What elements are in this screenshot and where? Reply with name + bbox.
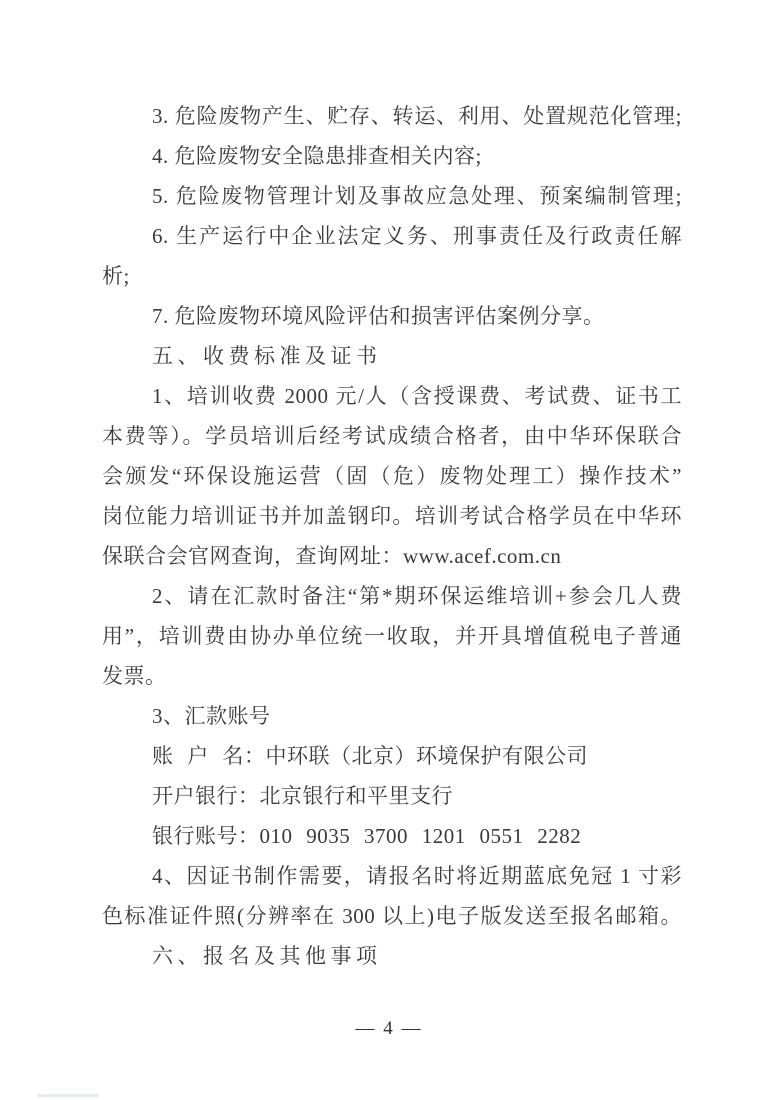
text-line-19: 银行账号：010 9035 3700 1201 0551 2282 [152,824,582,848]
text-line-11: 岗位能力培训证书并加盖钢印。培训考试合格学员在中华环 [102,504,682,528]
text-line-7: 五、收费标准及证书 [152,344,382,368]
text-line-5: 析; [102,264,130,288]
text-line-3: 5. 危险废物管理计划及事故应急处理、预案编制管理; [152,184,682,208]
text-line-18: 开户银行：北京银行和平里支行 [152,784,453,808]
text-line-8: 1、培训收费 2000 元/人（含授课费、考试费、证书工 [152,384,682,408]
scan-artifact [37,1094,99,1097]
text-line-9: 本费等）。学员培训后经考试成绩合格者，由中华环保联合 [102,424,682,448]
text-line-20: 4、因证书制作需要，请报名时将近期蓝底免冠 1 寸彩 [152,864,682,888]
text-line-10: 会颁发“环保设施运营（固（危）废物处理工）操作技术” [102,464,682,488]
text-line-13: 2、请在汇款时备注“第*期环保运维培训+参会几人费 [152,584,682,608]
text-line-4: 6. 生产运行中企业法定义务、刑事责任及行政责任解 [152,224,682,248]
text-line-1: 3. 危险废物产生、贮存、转运、利用、处置规范化管理; [152,104,682,128]
text-line-15: 发票。 [102,664,167,688]
text-line-21: 色标准证件照(分辨率在 300 以上)电子版发送至报名邮箱。 [102,904,682,928]
text-line-6: 7. 危险废物环境风险评估和损害评估案例分享。 [152,304,605,328]
text-line-14: 用”，培训费由协办单位统一收取，并开具增值税电子普通 [102,624,682,648]
text-line-22: 六、报名及其他事项 [152,944,382,968]
document-body [102,96,682,976]
text-line-16: 3、汇款账号 [152,704,271,728]
text-line-2: 4. 危险废物安全隐患排查相关内容; [152,144,482,168]
text-line-17: 账 户 名：中环联（北京）环境保护有限公司 [152,744,588,768]
page-number: — 4 — [355,1018,423,1039]
text-line-12: 保联合会官网查询，查询网址：www.acef.com.cn [102,544,562,568]
